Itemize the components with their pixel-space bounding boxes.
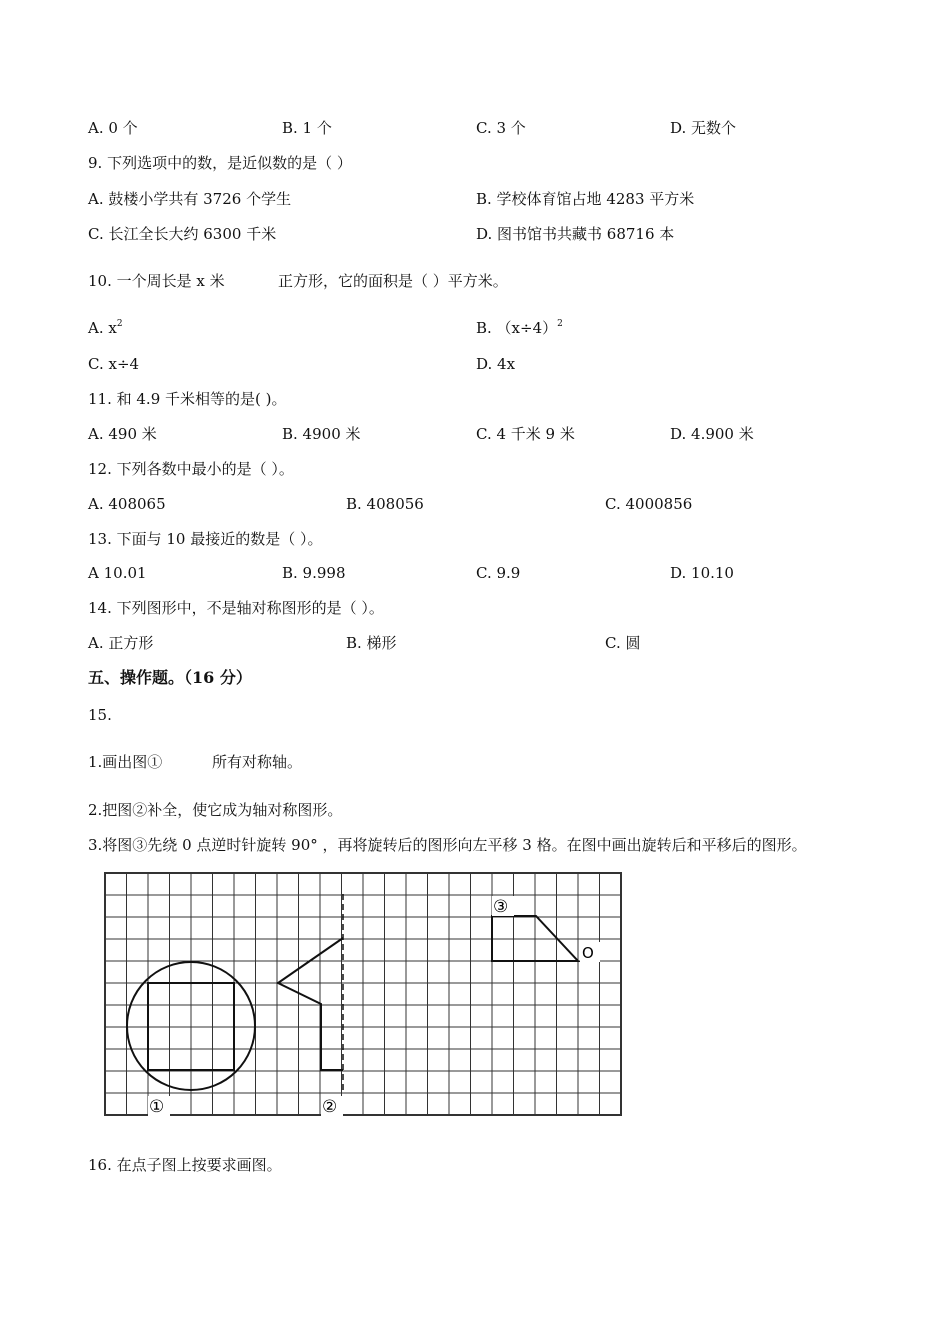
q9-option-c: C. 长江全长大约 6300 千米 bbox=[88, 225, 277, 243]
q9-stem: 9. 下列选项中的数，是近似数的是（ ） bbox=[88, 154, 352, 172]
q9-option-d: D. 图书馆书共藏书 68716 本 bbox=[476, 225, 675, 243]
q15-number: 15. bbox=[88, 706, 112, 724]
q12-option-b: B. 408056 bbox=[346, 495, 424, 513]
q12-option-c: C. 4000856 bbox=[605, 495, 693, 513]
q12-stem: 12. 下列各数中最小的是（ ）。 bbox=[88, 460, 294, 478]
grid-lines bbox=[105, 873, 621, 1115]
q10-option-b: B. $(x\div 4)^2$ bbox=[476, 319, 563, 337]
q8-option-c: C. 3 个 bbox=[476, 119, 526, 137]
q14-option-a: A. 正方形 bbox=[88, 634, 154, 652]
q10-option-b-exponent: 2 bbox=[557, 319, 563, 329]
q10-option-a: A. $x^2$ bbox=[88, 319, 123, 337]
q8-option-b: B. 1 个 bbox=[282, 119, 332, 137]
section-title: 五、操作题。（16 分） bbox=[88, 668, 252, 687]
figure1-label: ① bbox=[149, 1097, 165, 1117]
q13-option-c: C. 9.9 bbox=[476, 564, 521, 582]
q15-task3: 3.将图③先绕 0 点逆时针旋转 90° ，再将旋转后的图形向左平移 3 格。在图中画出旋转后和平移后的图形。 bbox=[88, 836, 807, 854]
q16-stem: 16. 在点子图上按要求画图。 bbox=[88, 1156, 282, 1174]
q15-task1-b: 所有对称轴。 bbox=[212, 753, 303, 771]
q8-option-d: D. 无数个 bbox=[670, 119, 737, 137]
q15-task2: 2.把图②补全，使它成为轴对称图形。 bbox=[88, 801, 343, 819]
q15-task1-a: 1.画出图① bbox=[88, 753, 163, 771]
q10-stem-a: 10. 一个周长是 x 米 bbox=[88, 272, 225, 290]
q9-option-b: B. 学校体育馆占地 4283 平方米 bbox=[476, 190, 695, 208]
q11-option-c: C. 4 千米 9 米 bbox=[476, 425, 575, 443]
grid-figure bbox=[104, 872, 624, 1118]
figure3-label: ③ bbox=[493, 897, 509, 917]
q10-option-d: D. 4x bbox=[476, 355, 516, 373]
q10-stem-b: 正方形，它的面积是（ ）平方米。 bbox=[278, 272, 508, 290]
q11-stem: 11. 和 4.9 千米相等的是( )。 bbox=[88, 390, 287, 408]
q13-option-a: A 10.01 bbox=[88, 564, 147, 582]
q13-option-d: D. 10.10 bbox=[670, 564, 734, 582]
q11-option-a: A. 490 米 bbox=[88, 425, 157, 443]
q13-stem: 13. 下面与 10 最接近的数是（ ）。 bbox=[88, 530, 323, 548]
q11-option-d: D. 4.900 米 bbox=[670, 425, 754, 443]
rotation-point-label: O bbox=[582, 944, 594, 962]
q10-option-c: C. x÷4 bbox=[88, 355, 140, 373]
q12-option-a: A. 408065 bbox=[88, 495, 166, 513]
q11-option-b: B. 4900 米 bbox=[282, 425, 361, 443]
q8-option-a: A. 0 个 bbox=[88, 119, 138, 137]
q13-option-b: B. 9.998 bbox=[282, 564, 346, 582]
q10-option-a-exponent: 2 bbox=[116, 319, 123, 329]
figure2-label: ② bbox=[322, 1097, 338, 1117]
q9-option-a: A. 鼓楼小学共有 3726 个学生 bbox=[88, 190, 292, 208]
q14-option-c: C. 圆 bbox=[605, 634, 641, 652]
q14-stem: 14. 下列图形中，不是轴对称图形的是（ ）。 bbox=[88, 599, 384, 617]
q14-option-b: B. 梯形 bbox=[346, 634, 397, 652]
figure2-half-shape bbox=[278, 938, 343, 1070]
